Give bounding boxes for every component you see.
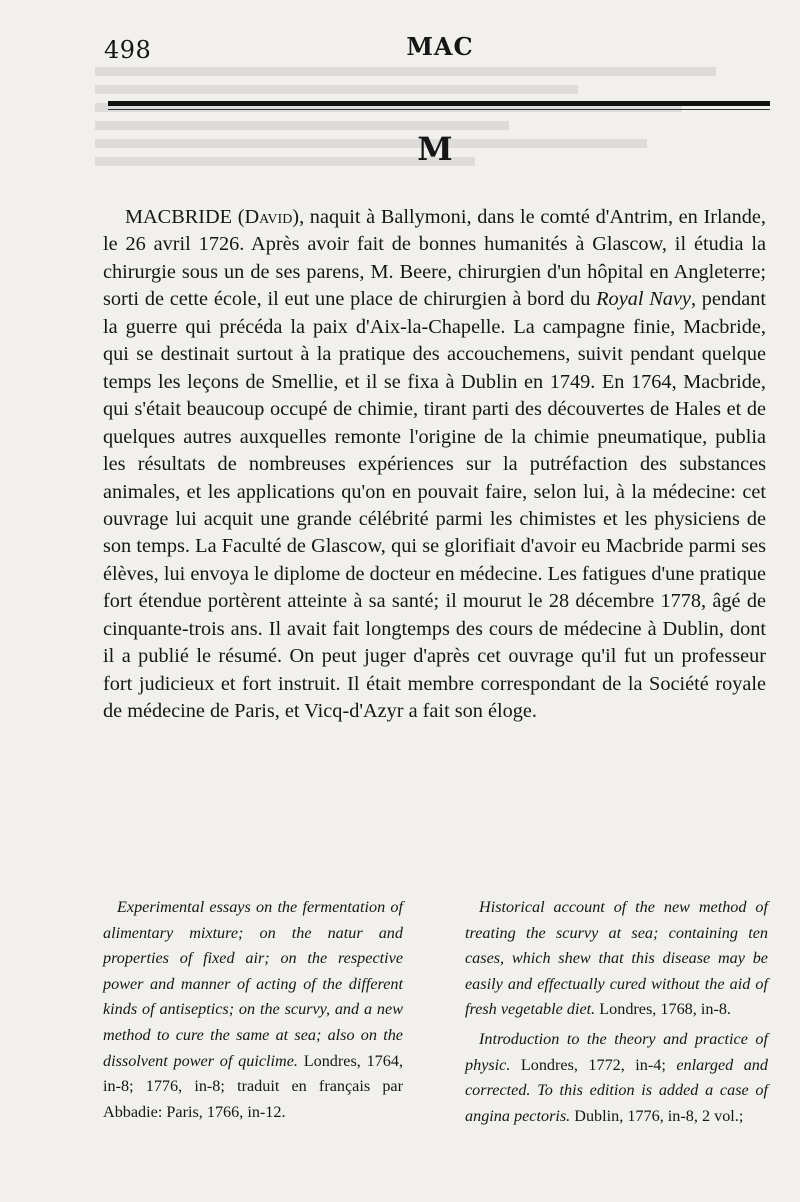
bibliography-item [103, 895, 403, 1125]
work-title: Historical account of the new method of treating the scurvy at sea; containing ten cases, which shew that this disease may be easily and effectually cured without the aid of fresh vegetable diet. [465, 898, 768, 1019]
bibliography-item [465, 895, 768, 1023]
work-details: Londres, 1764, in-8; 1776, in-8; traduit en français par Abbadie: Paris, 1766, in-12. [103, 1051, 404, 1121]
page-number: 498 [104, 36, 152, 64]
running-title: MAC [406, 32, 474, 61]
entry-headword: MACBRIDE (David) [125, 206, 300, 228]
entry-body-continued: , pendant la guerre qui précéda la paix d'Aix-la-Chapelle. La campagne finie, Macbride, qui se destinait surtout à la pratique des accouchemens, suivit pendant quelque temps les leçons de Smellie, et il se fixa à Dublin en 1749. En 1764, Macbride, qui s'était beaucoup occupé de chimie, tirant parti des découvertes de Hales et de quelques autres auxquelles remonte l'origine de la chimie pneumatique, publia les résultats de nombreuses expériences sur la putréfaction des substances animales, et les applications qu'on en pouvait faire, selon lui, à la médecine: cet ouvrage lui acquit une grande célébrité parmi les chimistes et les physiciens de son temps. La Faculté de Glascow, qui se glorifiait d'avoir eu Macbride parmi ses élèves, lui envoya le diplome de docteur en médecine. Les fatigues d'une pratique fort étendue portèrent atteinte à sa santé; il mourut le 28 décembre 1778, âgé de cinquante-trois ans. Il avait fait longtemps des cours de médecine à Dublin, dont il a publié le résumé. On peut juger d'après cet ouvrage qu'il fut un professeur fort judicieux et fort instruit. Il était membre correspondant de la Société royale de médecine de Paris, et Vicq-d'Azyr a fait son éloge. [103, 288, 766, 723]
work-title: Introduction to the theory and practice of physic. [465, 1029, 768, 1074]
bibliography-left-column [103, 895, 403, 1129]
work-edition-details: Dublin, 1776, in-8, 2 vol.; [570, 1106, 744, 1125]
work-details: Londres, 1768, in-8. [595, 1000, 731, 1019]
biography-entry [103, 204, 766, 726]
work-details: Londres, 1772, in-4; [510, 1055, 677, 1074]
entry-paragraph [103, 204, 766, 726]
bibliography-right-column [465, 895, 768, 1133]
entry-body: , naquit à Ballymoni, dans le comté d'Antrim, en Irlande, le 26 avril 1726. Après avoir fait de bonnes humanités à Glascow, il étudia la chirurgie sous un de ses parens, M. Beere, chirurgien d'un hôpital en Angleterre; sorti de cette école, il eut une place de chirurgien à bord du [103, 206, 766, 311]
header-rule-thin [108, 109, 770, 110]
bibliography-item [465, 1027, 768, 1129]
work-title: Experimental essays on the fermentation of alimentary mixture; on the natur and properties of fixed air; on the respective power and manner of acting of the different kinds of antiseptics; on the scurvy, and a new method to cure the same at sea; also on the dissolvent power of quiclime. [103, 898, 403, 1070]
header-rule-thick [108, 101, 770, 106]
work-edition-note: enlarged and corrected. To this edition is added a case of angina pectoris. [465, 1055, 768, 1125]
section-letter: M [417, 130, 453, 168]
entry-ship-name: Royal Navy [596, 288, 691, 311]
